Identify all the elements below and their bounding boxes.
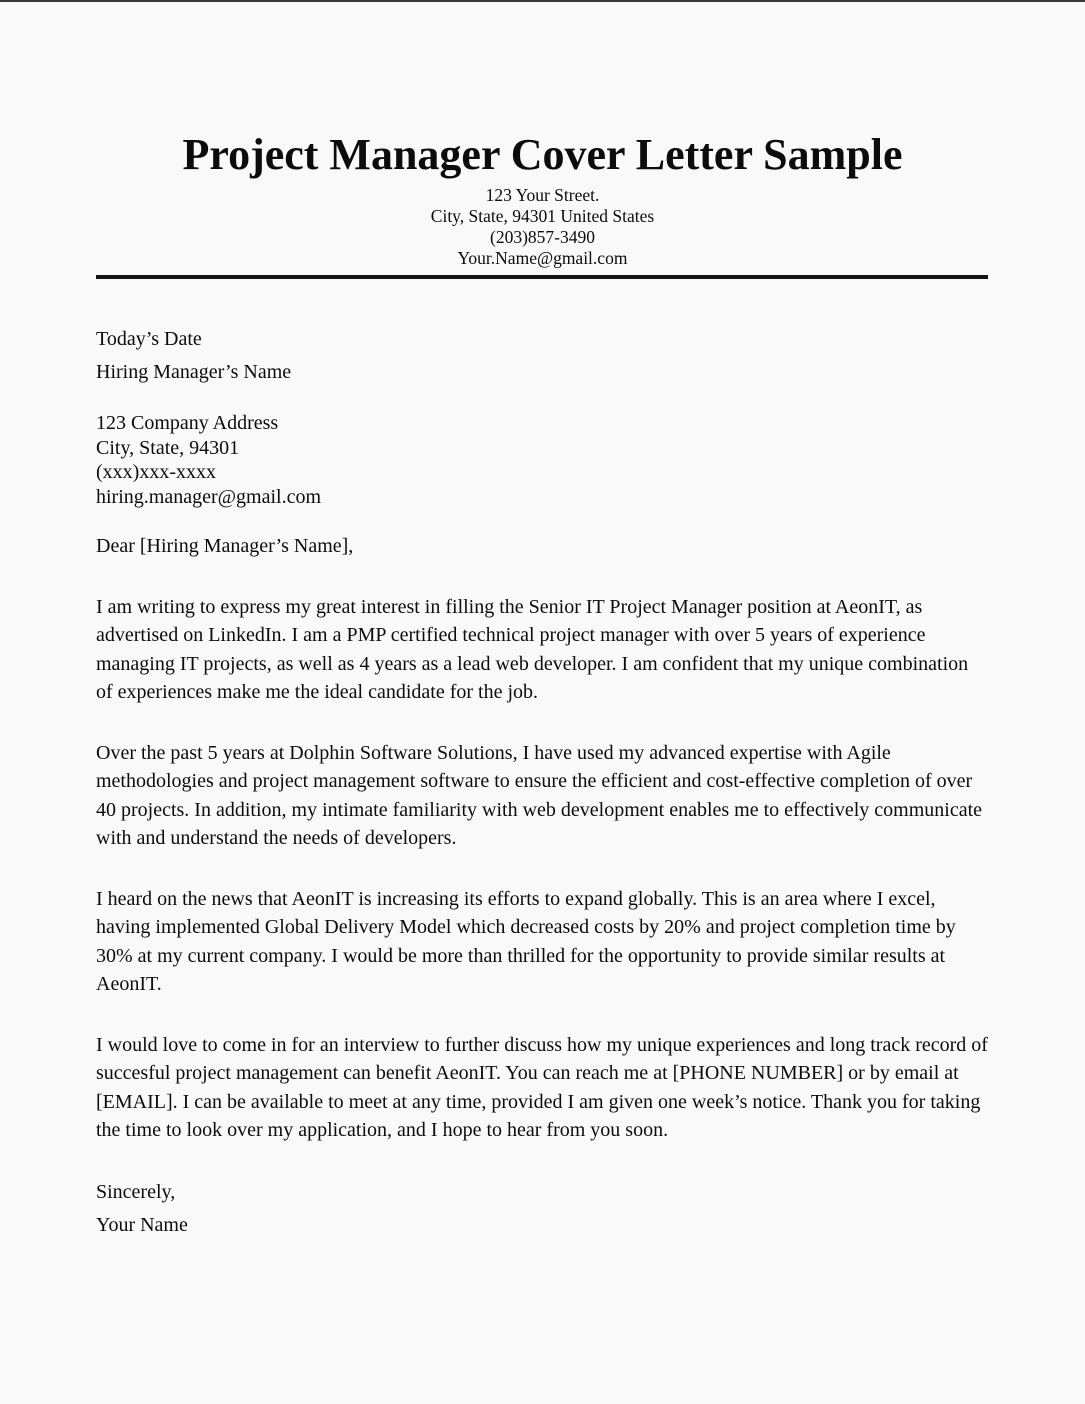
sender-street: 123 Your Street. [485,185,600,205]
recipient-address-block [96,411,988,509]
recipient-phone: (xxx)xxx-xxxx [96,461,216,483]
sender-city-state: City, State, 94301 United States [430,206,655,226]
salutation: Dear [Hiring Manager’s Name], [96,535,354,557]
letter-body [96,325,988,1240]
date-line: Today’s Date [96,328,202,350]
sign-off: Sincerely, [96,1180,176,1203]
body-paragraph-1: I am writing to express my great interest in filling the Senior IT Project Manager position at AeonIT, as advertised on LinkedIn. I am a PMP certified technical project manager with over 5 years of experience managing IT projects, as well as 4 years as a lead web developer. I am confident that my unique combination of experiences make me the ideal candidate for the job. [96,595,969,703]
recipient-email: hiring.manager@gmail.com [96,485,322,508]
signature-name: Your Name [96,1214,188,1236]
body-paragraph-4: I would love to come in for an interview to further discuss how my unique experiences and long track record of succesful project management can benefit AeonIT. You can reach me at [PHONE NUMBER] or by email at [EMAIL]. I can be available to meet at any time, provided I am given one week’s notice. Thank you for taking the time to look over my application, and I hope to hear from you soon. [96,1033,988,1141]
sender-contact-block [0,185,1085,269]
recipient-street: 123 Company Address [96,412,279,434]
header-divider [96,275,988,279]
recipient-name: Hiring Manager’s Name [96,360,292,383]
document-title: Project Manager Cover Letter Sample [182,130,903,179]
body-paragraph-2: Over the past 5 years at Dolphin Software Solutions, I have used my advanced expertise with Agile methodologies and project management software to ensure the efficient and cost-effective completion of over 40 projects. In addition, my intimate familiarity with web development enables me to effectively communicate with and understand the needs of developers. [96,741,983,849]
body-paragraph-3: I heard on the news that AeonIT is increasing its efforts to expand globally. This is an area where I excel, having implemented Global Delivery Model which decreased costs by 20% and project completion time by 30% at my current company. I would be more than thrilled for the opportunity to provide similar results at AeonIT. [96,887,956,995]
sender-phone: (203)857-3490 [490,227,595,247]
page-top-border [0,0,1085,2]
sender-email: Your.Name@gmail.com [457,248,628,268]
recipient-city-state: City, State, 94301 [96,436,240,459]
